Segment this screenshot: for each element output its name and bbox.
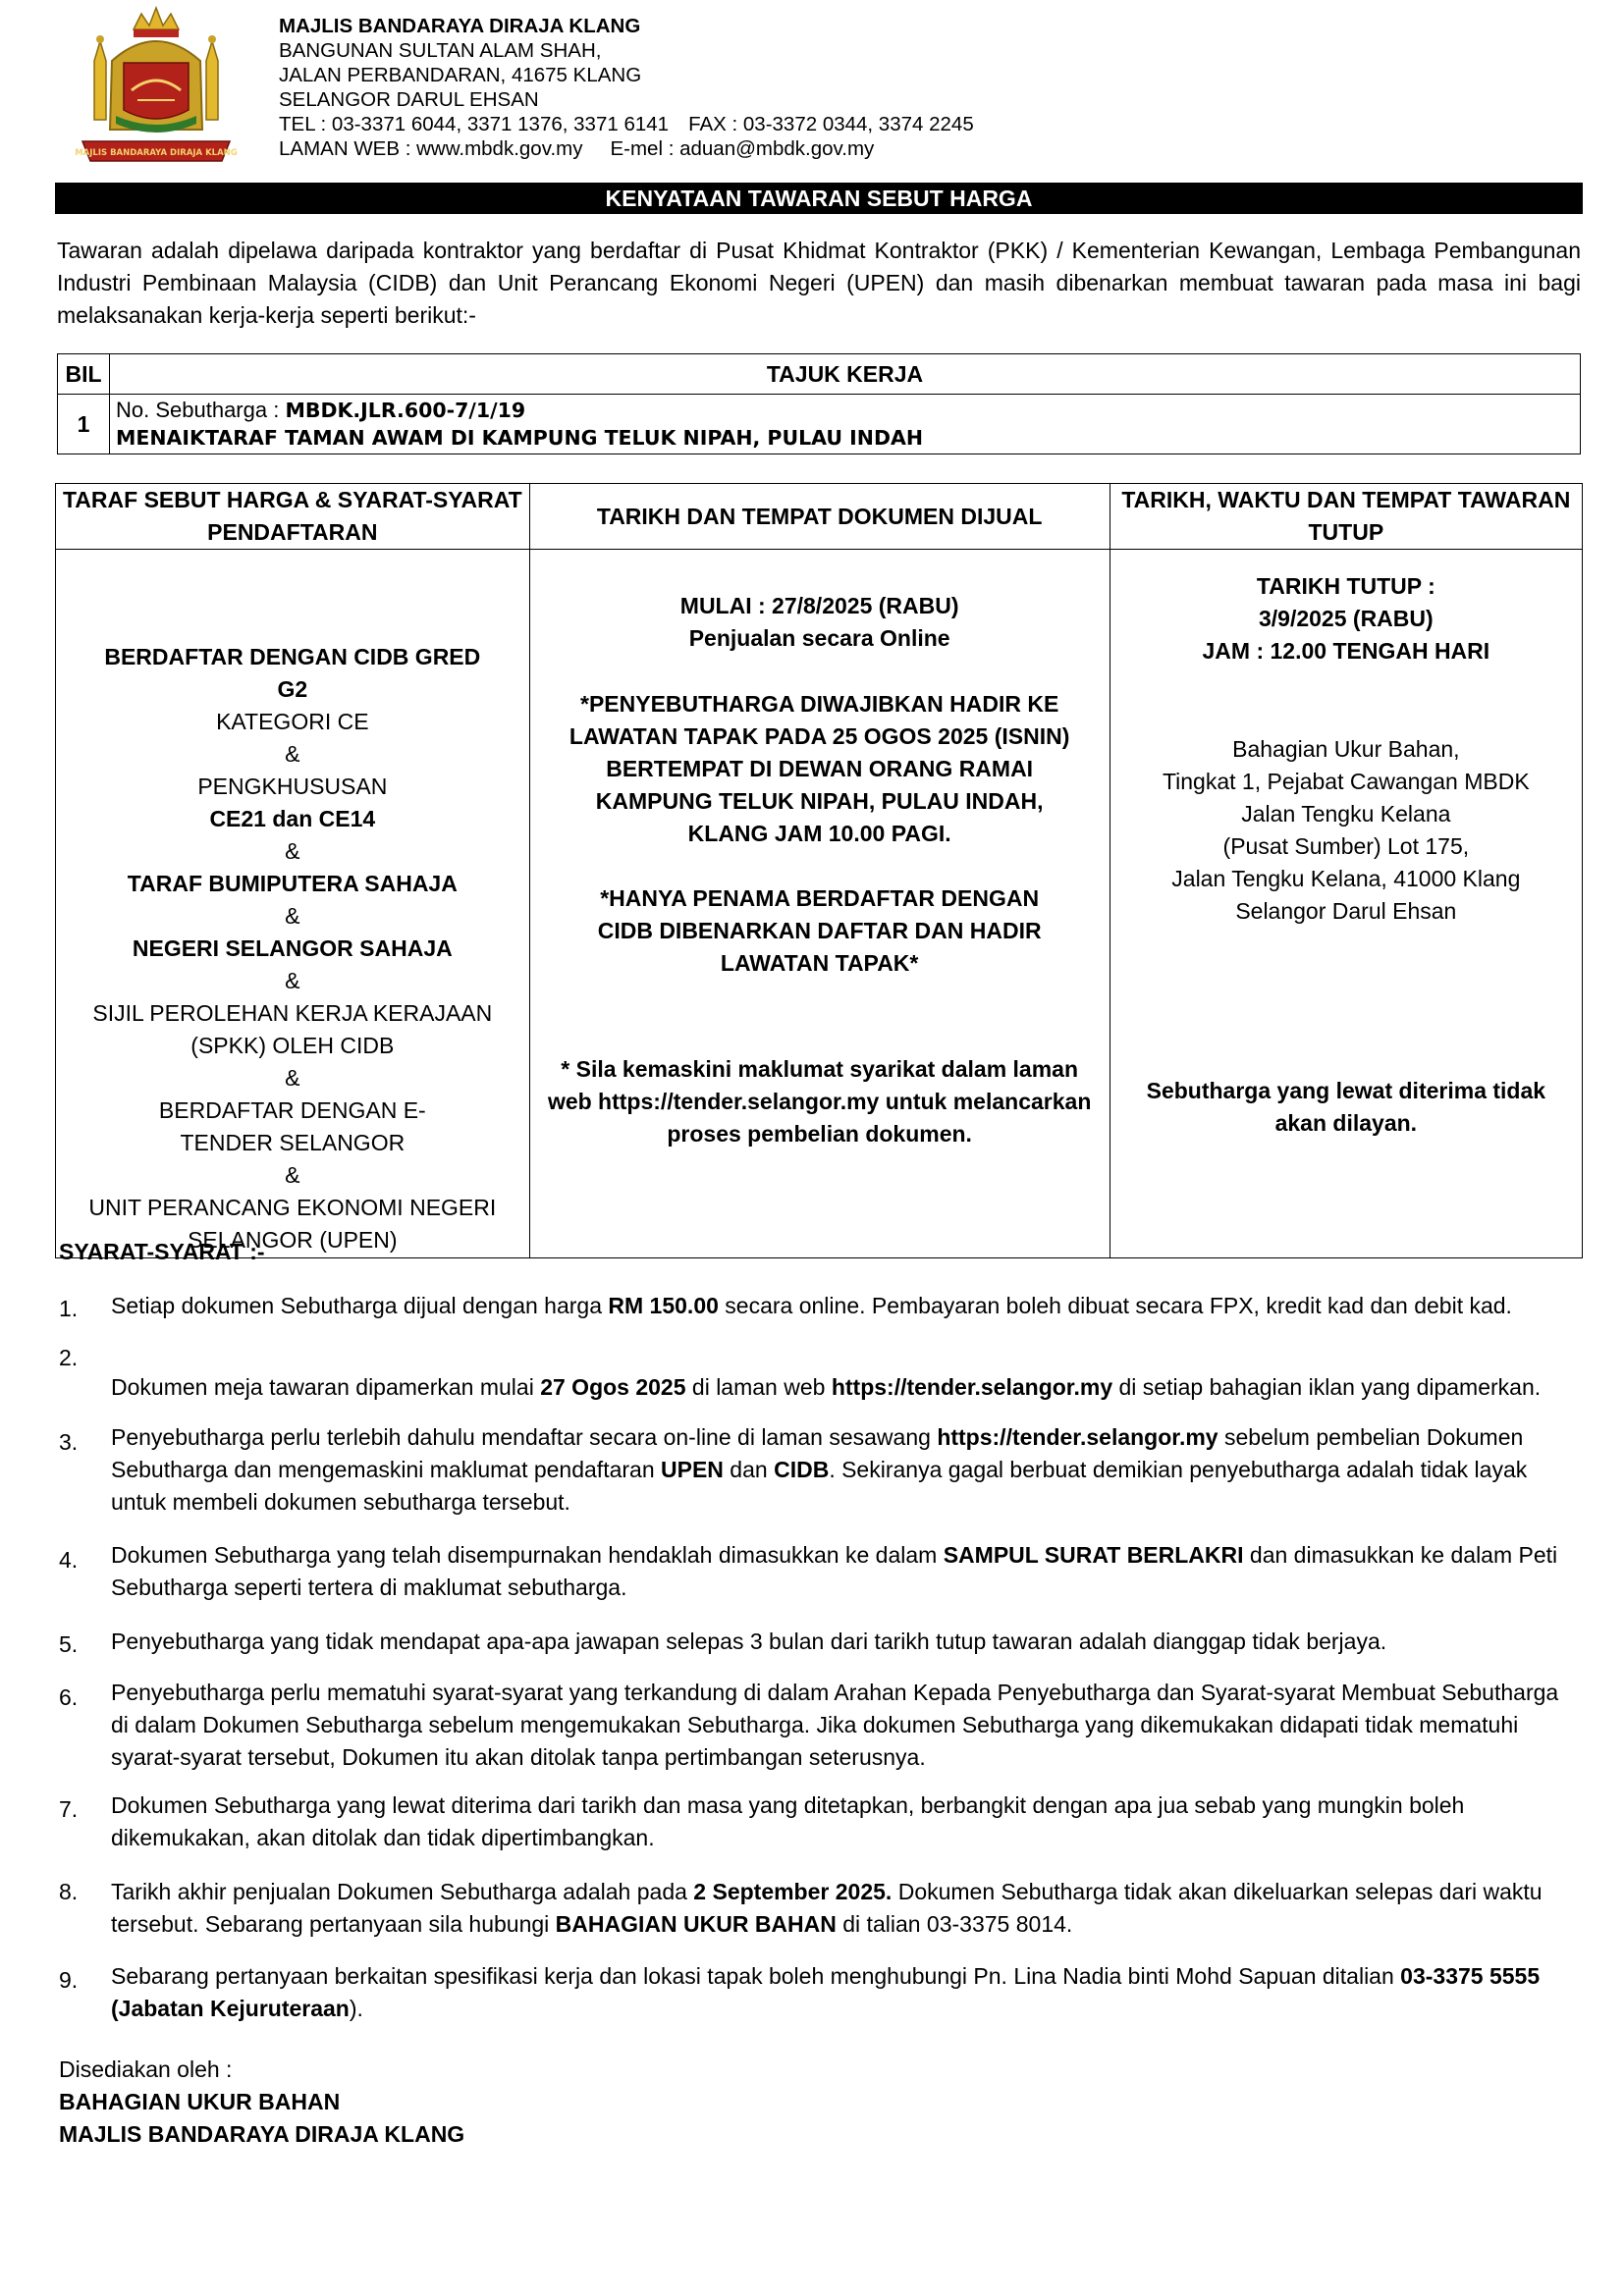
header-tajuk-kerja: TAJUK KERJA <box>110 354 1581 395</box>
organisation-header <box>279 14 974 161</box>
list-item-number: 5. <box>59 1631 79 1657</box>
list-item: Penyebutharga perlu mematuhi syarat-syarat yang terkandung di dalam Arahan Kepada Penyebutharga dan Syarat-syarat Membuat Sebutharga di dalam Dokumen Sebutharga sebelum mengemukakan Sebutharga. Jika dokumen Sebutharga yang dikemukakan didapati tidak mematuhi syarat-syarat tersebut, Dokumen itu akan ditolak tanpa pertimbangan seterusnya. <box>111 1680 1559 1770</box>
list-item-number: 8. <box>59 1879 79 1904</box>
header-registration-requirements: TARAF SEBUT HARGA & SYARAT-SYARAT PENDAFTARAN <box>56 484 530 550</box>
closing-address-5: Jalan Tengku Kelana, 41000 Klang <box>1171 866 1521 891</box>
req-upen: UNIT PERANCANG EKONOMI NEGERI SELANGOR (UPEN) <box>88 1195 497 1253</box>
ampersand: & <box>285 903 300 929</box>
conditions-table <box>55 483 1583 1258</box>
list-item-number: 2. <box>59 1345 79 1370</box>
closing-address-3: Jalan Tengku Kelana <box>1241 801 1451 827</box>
ampersand: & <box>285 968 300 993</box>
prepared-org: MAJLIS BANDARAYA DIRAJA KLANG <box>59 2121 465 2147</box>
req-selangor: NEGERI SELANGOR SAHAJA <box>132 935 453 961</box>
closing-address-4: (Pusat Sumber) Lot 175, <box>1222 833 1470 859</box>
list-item-number: 3. <box>59 1429 79 1455</box>
address-line-3: SELANGOR DARUL EHSAN <box>279 88 539 111</box>
list-item: Sebarang pertanyaan berkaitan spesifikasi kerja dan lokasi tapak boleh menghubungi Pn. Lina Nadia binti Mohd Sapuan ditalian 03-3375 5555 (Jabatan Kejuruteraan). <box>111 1963 1541 2021</box>
ampersand: & <box>285 838 300 864</box>
list-item-number: 4. <box>59 1547 79 1573</box>
work-table-header <box>58 354 1581 395</box>
closing-address-2: Tingkat 1, Pejabat Cawangan MBDK <box>1162 769 1530 794</box>
contact-phone-fax <box>279 112 974 136</box>
late-submission-notice: Sebutharga yang lewat diterima tidak akan dilayan. <box>1146 1078 1546 1136</box>
header-closing: TARIKH, WAKTU DAN TEMPAT TAWARAN TUTUP <box>1110 484 1582 550</box>
req-category: KATEGORI CE <box>216 709 369 734</box>
org-name: MAJLIS BANDARAYA DIRAJA KLANG <box>279 15 641 37</box>
update-info-notice: * Sila kemaskini maklumat syarikat dalam laman web https://tender.selangor.my untuk melancarkan proses pembelian dokumen. <box>547 1056 1092 1147</box>
list-item: Setiap dokumen Sebutharga dijual dengan harga RM 150.00 secara online. Pembayaran boleh dibuat secara FPX, kredit kad dan debit kad. <box>111 1293 1512 1318</box>
cidb-only-notice: *HANYA PENAMA BERDAFTAR DENGAN CIDB DIBENARKAN DAFTAR DAN HADIR LAWATAN TAPAK* <box>597 885 1042 976</box>
reference-number: MBDK.JLR.600-7/1/19 <box>285 399 526 422</box>
website[interactable]: LAMAN WEB : www.mbdk.gov.my <box>279 137 583 160</box>
list-item: Penyebutharga yang tidak mendapat apa-apa jawapan selepas 3 bulan dari tarikh tutup tawaran adalah dianggap tidak berjaya. <box>111 1629 1387 1654</box>
contact-web-email <box>279 136 974 161</box>
req-bumiputera: TARAF BUMIPUTERA SAHAJA <box>127 871 458 896</box>
notice-title: KENYATAAN TAWARAN SEBUT HARGA <box>55 183 1583 214</box>
mbdk-crest-logo <box>73 2 240 169</box>
work-title-table <box>57 353 1581 454</box>
address-line-1: BANGUNAN SULTAN ALAM SHAH, <box>279 39 602 62</box>
list-item: Tarikh akhir penjualan Dokumen Sebutharga adalah pada 2 September 2025. Dokumen Sebutharga tidak akan dikeluarkan selepas dari waktu tersebut. Sebarang pertanyaan sila hubungi BAHAGIAN UKUR BAHAN di talian 03-3375 8014. <box>111 1879 1543 1937</box>
row-bil: 1 <box>58 395 110 454</box>
closing-cell <box>1110 550 1582 1258</box>
req-specialisation-codes: CE21 dan CE14 <box>209 806 376 831</box>
logo-ribbon-text: MAJLIS BANDARAYA DIRAJA KLANG <box>75 148 238 158</box>
list-item: Dokumen Sebutharga yang lewat diterima dari tarikh dan masa yang ditetapkan, berbangkit dengan apa jua sebab yang mungkin boleh dikemukakan, akan ditolak dan tidak dipertimbangkan. <box>111 1792 1465 1850</box>
list-item: Dokumen meja tawaran dipamerkan mulai 27 Ogos 2025 di laman web https://tender.selangor.my di setiap bahagian iklan yang dipamerkan. <box>111 1374 1542 1400</box>
list-item-number: 9. <box>59 1967 79 1993</box>
req-specialisation: PENGKHUSUSAN <box>197 774 388 799</box>
closing-date: 3/9/2025 (RABU) <box>1258 606 1434 631</box>
list-item-number: 1. <box>59 1296 79 1321</box>
prepared-dept: BAHAGIAN UKUR BAHAN <box>59 2089 341 2114</box>
prepared-label: Disediakan oleh : <box>59 2056 233 2082</box>
ampersand: & <box>285 1162 300 1188</box>
list-item-number: 7. <box>59 1796 79 1822</box>
ampersand: & <box>285 1065 300 1091</box>
reference-label: No. Sebutharga : <box>116 398 280 422</box>
document-sale-cell <box>529 550 1110 1258</box>
conditions-body-row <box>56 550 1583 1258</box>
registration-requirements-cell <box>56 550 530 1258</box>
header-bil: BIL <box>58 354 110 395</box>
req-spkk: SIJIL PEROLEHAN KERJA KERAJAAN (SPKK) OLEH CIDB <box>92 1000 493 1058</box>
telephone: TEL : 03-3371 6044, 3371 1376, 3371 6141 <box>279 113 670 135</box>
closing-address-6: Selangor Darul Ehsan <box>1235 898 1457 924</box>
sale-start-date: MULAI : 27/8/2025 (RABU) <box>679 593 959 618</box>
fax: FAX : 03-3372 0344, 3374 2245 <box>688 113 974 135</box>
prepared-by <box>59 2054 464 2151</box>
sale-online: Penjualan secara Online <box>688 625 950 651</box>
reference-line <box>116 397 1574 424</box>
email[interactable]: E-mel : aduan@mbdk.gov.my <box>610 137 875 160</box>
row-job <box>110 395 1581 454</box>
header-document-sale: TARIKH DAN TEMPAT DOKUMEN DIJUAL <box>529 484 1110 550</box>
list-item-number: 6. <box>59 1684 79 1710</box>
site-visit-notice: *PENYEBUTHARGA DIWAJIBKAN HADIR KE LAWATAN TAPAK PADA 25 OGOS 2025 (ISNIN) BERTEMPAT DI DEWAN ORANG RAMAI KAMPUNG TELUK NIPAH, PULAU INDAH, KLANG JAM 10.00 PAGI. <box>568 691 1070 846</box>
ampersand: & <box>285 741 300 767</box>
conditions-list-title: SYARAT-SYARAT :- <box>59 1239 265 1264</box>
closing-time: JAM : 12.00 TENGAH HARI <box>1202 638 1490 664</box>
req-cidb-grade: BERDAFTAR DENGAN CIDB GRED <box>104 644 481 669</box>
table-row <box>58 395 1581 454</box>
closing-label: TARIKH TUTUP : <box>1256 573 1435 599</box>
req-etender: BERDAFTAR DENGAN E-TENDER SELANGOR <box>158 1097 426 1155</box>
work-title: MENAIKTARAF TAMAN AWAM DI KAMPUNG TELUK NIPAH, PULAU INDAH <box>116 426 924 450</box>
closing-address-1: Bahagian Ukur Bahan, <box>1232 736 1460 762</box>
list-item: Dokumen Sebutharga yang telah disempurnakan hendaklah dimasukkan ke dalam SAMPUL SURAT BERLAKRI dan dimasukkan ke dalam Peti Sebutharga seperti tertera di maklumat sebutharga. <box>111 1542 1558 1600</box>
conditions-header-row <box>56 484 1583 550</box>
intro-paragraph: Tawaran adalah dipelawa daripada kontraktor yang berdaftar di Pusat Khidmat Kontraktor (PKK) / Kementerian Kewangan, Lembaga Pembangunan Industri Pembinaan Malaysia (CIDB) dan Unit Perancang Ekonomi Negeri (UPEN) dan masih dibenarkan membuat tawaran pada masa ini bagi melaksanakan kerja-kerja seperti berikut:- <box>57 238 1581 328</box>
list-item: Penyebutharga perlu terlebih dahulu mendaftar secara on-line di laman sesawang https://tender.selangor.my sebelum pembelian Dokumen Sebutharga dan mengemaskini maklumat pendaftaran UPEN dan CIDB. Sekiranya gagal berbuat demikian penyebutharga adalah tidak layak untuk membeli dokumen sebutharga tersebut. <box>111 1424 1528 1515</box>
req-grade-g2: G2 <box>277 676 308 702</box>
address-line-2: JALAN PERBANDARAN, 41675 KLANG <box>279 64 642 86</box>
